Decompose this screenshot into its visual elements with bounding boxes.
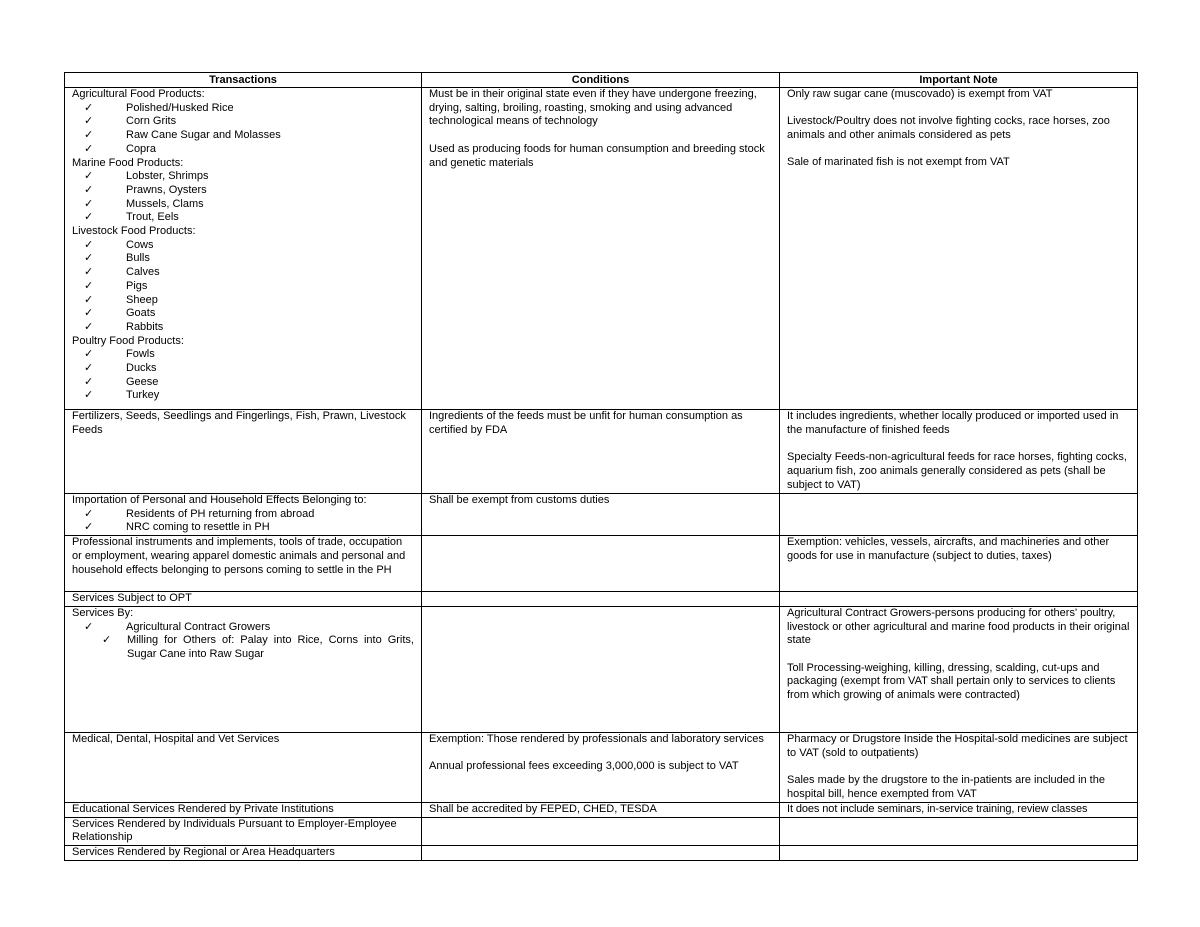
transactions-cell: Educational Services Rendered by Private Institutions: [65, 802, 422, 817]
note-text: Sale of marinated fish is not exempt from VAT: [787, 156, 1010, 169]
check-icon: ✓: [84, 266, 94, 279]
condition-text: Exemption: Those rendered by professionals and laboratory services: [429, 732, 764, 745]
list-item: ✓ Turkey: [84, 389, 160, 402]
list-item: ✓ Lobster, Shrimps: [84, 170, 209, 183]
check-icon: ✓: [84, 115, 94, 128]
list-item: ✓ Prawns, Oysters: [84, 183, 207, 196]
transactions-cell: [65, 494, 422, 536]
check-icon: ✓: [84, 375, 94, 388]
list-item: ✓ Cows: [84, 238, 154, 251]
list-item: ✓ Rabbits: [84, 320, 164, 333]
check-icon: ✓: [84, 252, 94, 265]
check-icon: ✓: [84, 279, 94, 292]
check-icon: ✓: [84, 101, 94, 114]
transactions-cell: Professional instruments and implements, tools of trade, occupation or employment, wearing apparel domestic animals and personal and household effects belonging to persons coming to settle in the PH: [65, 536, 422, 592]
list-item: ✓ NRC coming to resettle in PH: [84, 521, 270, 534]
conditions-cell: [422, 802, 780, 817]
transactions-cell: [65, 88, 422, 410]
list-item: ✓ Raw Cane Sugar and Molasses: [84, 129, 281, 142]
list-item: ✓ Calves: [84, 266, 160, 279]
conditions-cell: [422, 494, 780, 536]
table-row: [65, 732, 1138, 802]
note-text: Toll Processing-weighing, killing, dressing, scalding, cut-ups and packaging (exempt from VAT shall pertain only to services to clients from which growing of animals were contracted): [787, 661, 1116, 702]
notes-cell: [780, 592, 1138, 607]
check-icon: ✓: [84, 507, 94, 520]
conditions-cell: [422, 410, 780, 494]
note-text: It includes ingredients, whether locally produced or imported used in the manufacture of finished feeds: [787, 410, 1119, 436]
notes-cell: [780, 606, 1138, 732]
condition-text: Shall be exempt from customs duties: [429, 494, 610, 506]
list-item: ✓ Bulls: [84, 252, 150, 265]
check-icon: ✓: [84, 362, 94, 375]
notes-cell: [780, 536, 1138, 592]
note-text: Exemption: vehicles, vessels, aircrafts, and machineries and other goods for use in manufacture (subject to duties, taxes): [787, 536, 1110, 562]
transactions-cell: Services Subject to OPT: [65, 592, 422, 607]
check-icon: ✓: [84, 307, 94, 320]
category-label: Importation of Personal and Household Effects Belonging to:: [72, 494, 367, 506]
notes-cell: [780, 410, 1138, 494]
category-label: Agricultural Food Products:: [72, 88, 205, 100]
list-item: ✓ Agricultural Contract Growers: [84, 620, 271, 633]
check-icon: ✓: [84, 211, 94, 224]
condition-text: Shall be accredited by FEPED, CHED, TESDA: [429, 802, 657, 815]
list-item: ✓ Copra: [84, 142, 156, 155]
table-row: [65, 592, 1138, 607]
list-item: ✓ Residents of PH returning from abroad: [84, 507, 315, 520]
note-text: It does not include seminars, in-service training, review classes: [787, 802, 1088, 815]
category-label: Poultry Food Products:: [72, 334, 184, 347]
check-icon: ✓: [84, 197, 94, 210]
notes-cell: [780, 845, 1138, 860]
check-icon: ✓: [84, 142, 94, 155]
notes-cell: [780, 732, 1138, 802]
category-label: Services By:: [72, 606, 134, 619]
transactions-cell: Services Rendered by Regional or Area Headquarters: [65, 845, 422, 860]
list-item: ✓ Corn Grits: [84, 115, 177, 128]
transactions-cell: Fertilizers, Seeds, Seedlings and Fingerlings, Fish, Prawn, Livestock Feeds: [65, 410, 422, 494]
list-item: ✓ Milling for Others of: Palay into Rice, Corns into Grits, Sugar Cane into Raw Sugar: [102, 634, 414, 660]
header-important-note: Important Note: [780, 73, 1138, 88]
conditions-cell: [422, 606, 780, 732]
transactions-cell: Services Rendered by Individuals Pursuant to Employer-Employee Relationship: [65, 817, 422, 845]
note-text: Pharmacy or Drugstore Inside the Hospital-sold medicines are subject to VAT (sold to outpatients): [787, 732, 1128, 759]
table-row: [65, 410, 1138, 494]
check-icon: ✓: [84, 620, 94, 633]
conditions-cell: [422, 817, 780, 845]
condition-text: Ingredients of the feeds must be unfit for human consumption as certified by FDA: [429, 410, 743, 436]
notes-cell: [780, 88, 1138, 410]
list-item: ✓ Ducks: [84, 362, 157, 375]
category-label: Marine Food Products:: [72, 156, 184, 169]
list-item: ✓ Polished/Husked Rice: [84, 101, 234, 114]
condition-text: Must be in their original state even if they have undergone freezing, drying, salting, broiling, roasting, smoking and using advanced technological means of technology: [429, 88, 757, 128]
table-row: [65, 536, 1138, 592]
notes-cell: [780, 802, 1138, 817]
table-row: [65, 606, 1138, 732]
category-label: Livestock Food Products:: [72, 225, 196, 238]
notes-cell: [780, 817, 1138, 845]
condition-text: Annual professional fees exceeding 3,000,000 is subject to VAT: [429, 760, 739, 773]
conditions-cell: [422, 536, 780, 592]
list-item: ✓ Trout, Eels: [84, 211, 179, 224]
condition-text: Used as producing foods for human consumption and breeding stock and genetic materials: [429, 142, 765, 169]
header-transactions: Transactions: [65, 73, 422, 88]
transactions-cell: Medical, Dental, Hospital and Vet Services: [65, 732, 422, 802]
list-item: ✓ Mussels, Clams: [84, 197, 204, 210]
note-text: Specialty Feeds-non-agricultural feeds for race horses, fighting cocks, aquarium fish, zoo animals generally considered as pets (shall be subject to VAT): [787, 451, 1127, 491]
conditions-cell: [422, 592, 780, 607]
list-item: ✓ Pigs: [84, 279, 148, 292]
check-icon: ✓: [84, 238, 94, 251]
table-row: [65, 817, 1138, 845]
vat-exemption-table: [64, 72, 1138, 861]
note-text: Only raw sugar cane (muscovado) is exempt from VAT: [787, 88, 1053, 100]
check-icon: ✓: [102, 634, 112, 647]
list-item: ✓ Geese: [84, 375, 159, 388]
header-row: [65, 73, 1138, 88]
note-text: Livestock/Poultry does not involve fighting cocks, race horses, zoo animals and other animals considered as pets: [787, 115, 1110, 142]
header-conditions: Conditions: [422, 73, 780, 88]
check-icon: ✓: [84, 320, 94, 333]
check-icon: ✓: [84, 348, 94, 361]
conditions-cell: [422, 732, 780, 802]
check-icon: ✓: [84, 293, 94, 306]
conditions-cell: [422, 88, 780, 410]
conditions-cell: [422, 845, 780, 860]
check-icon: ✓: [84, 170, 94, 183]
table-row: [65, 802, 1138, 817]
list-item: ✓ Goats: [84, 307, 156, 320]
notes-cell: [780, 494, 1138, 536]
list-item: ✓ Sheep: [84, 293, 158, 306]
transactions-cell: [65, 606, 422, 732]
check-icon: ✓: [84, 389, 94, 402]
list-item: ✓ Fowls: [84, 348, 155, 361]
table-row: [65, 494, 1138, 536]
table-row: [65, 845, 1138, 860]
check-icon: ✓: [84, 183, 94, 196]
note-text: Agricultural Contract Growers-persons producing for others' poultry, livestock or other agricultural and marine food products in their original state: [787, 606, 1130, 647]
check-icon: ✓: [84, 521, 94, 534]
table-row: [65, 88, 1138, 410]
note-text: Sales made by the drugstore to the in-patients are included in the hospital bill, hence exempted from VAT: [787, 773, 1105, 800]
check-icon: ✓: [84, 129, 94, 142]
